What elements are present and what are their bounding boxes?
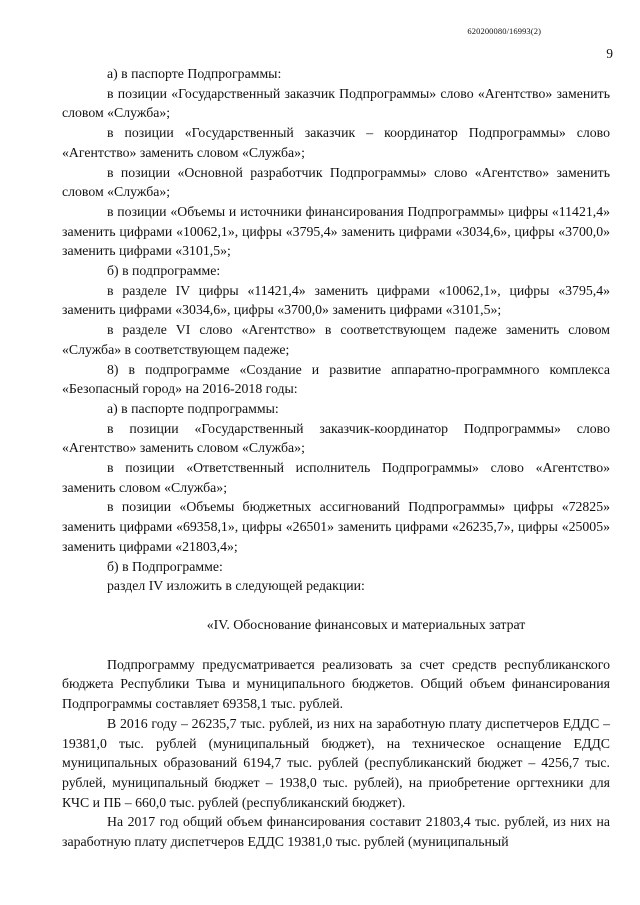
section-paragraph: Подпрограмму предусматривается реализовать за счет средств республиканского бюджета Республики Тыва и муниципального бюджетов. Общий объем финансирования Подпрограммы составляет 69358,1 тыс. рублей.: [62, 656, 610, 712]
paragraph: 8) в подпрограмме «Создание и развитие аппаратно-программного комплекса «Безопасный город» на 2016-2018 годы:: [62, 361, 610, 397]
section-heading: «IV. Обоснование финансовых и материальных затрат: [206, 616, 526, 632]
section-paragraph: В 2016 году – 26235,7 тыс. рублей, из них на заработную плату диспетчеров ЕДДС – 19381,0 тыс. рублей (муниципальный бюджет), на техническое оснащение ЕДДС муниципальных образований 6194,7 тыс. рублей (республиканский бюджет – 4256,7 тыс. рублей, муниципальный бюджет – 1938,0 тыс. рублей), на приобретение оргтехники для КЧС и ПБ – 660,0 тыс. рублей (республиканский бюджет).: [62, 715, 610, 810]
paragraph: в позиции «Государственный заказчик Подпрограммы» слово «Агентство» заменить словом «Служба»;: [62, 85, 610, 121]
paragraph: а) в паспорте Подпрограммы:: [107, 66, 282, 81]
paragraph: в разделе VI слово «Агентство» в соответствующем падеже заменить словом «Служба» в соответствующем падеже;: [62, 322, 610, 357]
paragraph: в позиции «Основной разработчик Подпрограммы» слово «Агентство» заменить словом «Служба»;: [62, 164, 610, 200]
paragraph: в разделе IV цифры «11421,4» заменить цифрами «10062,1», цифры «3795,4» заменить цифрами «3034,6», цифры «3700,0» заменить цифрами «3101,5»;: [62, 282, 610, 318]
document-code: 620200080/16993(2): [467, 26, 541, 36]
page-number: 9: [606, 46, 613, 61]
paragraph: в позиции «Объемы и источники финансирования Подпрограммы» цифры «11421,4» заменить цифрами «10062,1», цифры «3795,4» заменить цифрами «3034,6», цифры «3700,0» заменить цифрами «3101,5»;: [62, 203, 610, 259]
paragraph: а) в паспорте подпрограммы:: [107, 400, 279, 416]
paragraph: в позиции «Ответственный исполнитель Подпрограммы» слово «Агентство» заменить словом «Служба»;: [62, 460, 610, 495]
paragraph: в позиции «Государственный заказчик – координатор Подпрограммы» слово «Агентство» заменить словом «Служба»;: [62, 125, 610, 160]
paragraph: б) в Подпрограмме:: [107, 558, 223, 574]
paragraph: раздел IV изложить в следующей редакции:: [107, 578, 365, 594]
paragraph: б) в подпрограмме:: [107, 263, 221, 279]
section-paragraph: На 2017 год общий объем финансирования составит 21803,4 тыс. рублей, из них на заработную плату диспетчеров ЕДДС 19381,0 тыс. рублей (муниципальный: [62, 814, 610, 850]
paragraph: в позиции «Государственный заказчик-координатор Подпрограммы» слово «Агентство» заменить словом «Служба»;: [62, 420, 610, 456]
paragraph: в позиции «Объемы бюджетных ассигнований Подпрограммы» цифры «72825» заменить цифрами «69358,1», цифры «26501» заменить цифрами «26235,7», цифры «25005» заменить цифрами «21803,4»;: [62, 499, 610, 554]
document-body: [62, 64, 610, 852]
